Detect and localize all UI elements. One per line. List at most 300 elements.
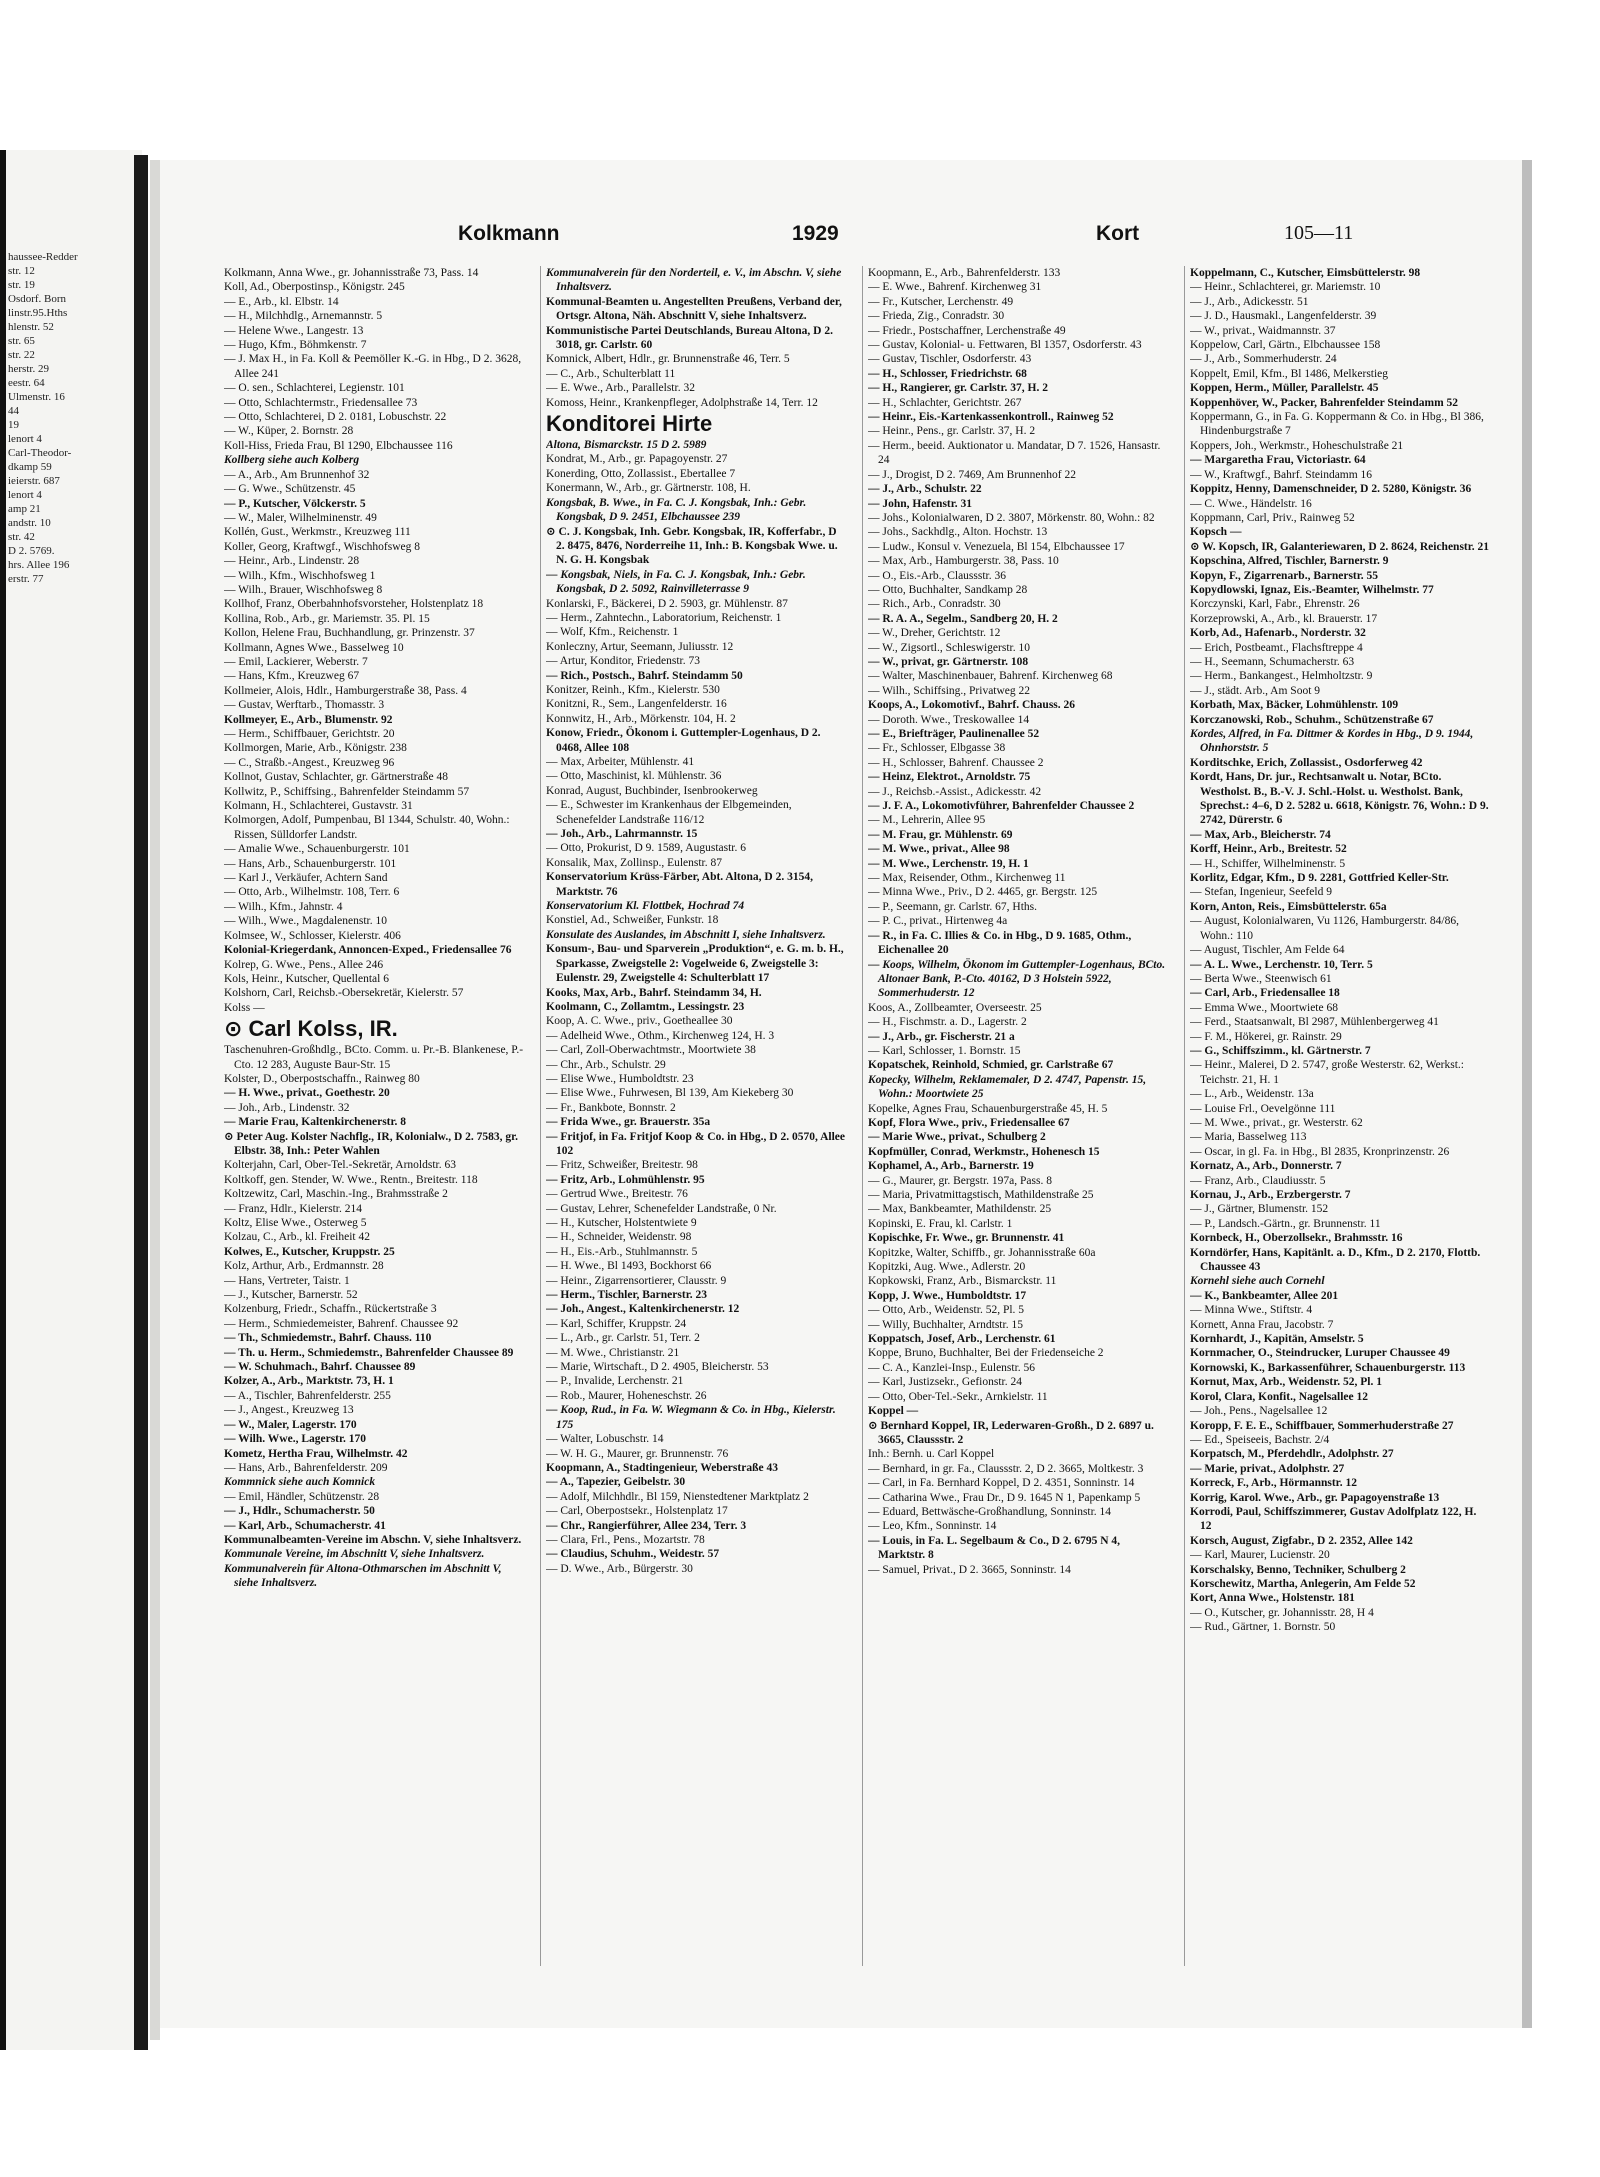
directory-entry: — Artur, Konditor, Friedenstr. 73 (546, 655, 700, 668)
directory-entry: Kornett, Anna Frau, Jacobstr. 7 (1190, 1318, 1334, 1331)
directory-entry: — Wolf, Kfm., Reichenstr. 1 (546, 626, 679, 639)
directory-entry: — Marie Frau, Kaltenkirchenerstr. 8 (224, 1116, 407, 1129)
directory-entry: — J. Max H., in Fa. Koll & Peemöller K.-G. in Hbg., D 2. 3628, Allee 241 (224, 353, 522, 380)
directory-entry: — Ludw., Konsul v. Venezuela, Bl 154, Elbchaussee 17 (868, 540, 1125, 553)
directory-entry: Kordt, Hans, Dr. jur., Rechtsanwalt u. Notar, BCto. Westholst. B., B.-V. J. Schl.-Holst. u. Westholst. Bank, Sprechst.: 4–6, D 2. 5282 u. 6618, Königstr. 76, Wohn.: D 9. 2742, Dürerstr. 6 (1190, 771, 1489, 827)
directory-entry: Kornhardt, J., Kapitän, Amselstr. 5 (1190, 1333, 1364, 1346)
directory-entry: — Carl, in Fa. Bernhard Koppel, D 2. 4351, Sonninstr. 14 (868, 1477, 1135, 1490)
directory-entry: — Stefan, Ingenieur, Seefeld 9 (1190, 886, 1332, 899)
left-page-line: Osdorf. Born (8, 293, 67, 305)
directory-entry: — Walter, Lobuschstr. 14 (546, 1433, 664, 1446)
directory-entry: — Berta Wwe., Steenwisch 61 (1190, 972, 1332, 985)
directory-entry: — Herm., beeid. Auktionator u. Mandatar, D 7. 1526, Hansastr. 24 (868, 439, 1161, 467)
directory-entry: ⊙ W. Kopsch, IR, Galanteriewaren, D 2. 8624, Reichenstr. 21 (1190, 540, 1490, 553)
directory-entry: — C., Straßb.-Angest., Kreuzweg 96 (224, 756, 395, 769)
left-page-line: andstr. 10 (8, 517, 51, 529)
directory-entry: — P., Seemann, gr. Carlstr. 67, Hths. (868, 900, 1037, 913)
directory-entry: — E. Wwe., Bahrenf. Kirchenweg 31 (868, 281, 1042, 294)
directory-entry: Koll-Hiss, Frieda Frau, Bl 1290, Elbchaussee 116 (224, 439, 453, 452)
directory-entry: — Heinr., Arb., Lindenstr. 28 (224, 555, 360, 568)
left-page-line: Carl-Theodor- (8, 447, 72, 459)
directory-entry: ⊙ Bernhard Koppel, IR, Lederwaren-Großh., D 2. 6897 u. 3665, Claussstr. 2 (868, 1419, 1154, 1446)
directory-entry: — Fr., Schlosser, Elbgasse 38 (868, 742, 1006, 755)
directory-entry: — Heinr., Schlachterei, gr. Mariemstr. 10 (1190, 281, 1381, 294)
directory-entry: — Fritjof, in Fa. Fritjof Koop & Co. in Hbg., D 2. 0570, Allee 102 (546, 1130, 845, 1157)
directory-entry: — M. Frau, gr. Mühlenstr. 69 (868, 828, 1013, 841)
directory-entry: — Johs., Kolonialwaren, D 2. 3807, Mörkenstr. 80, Wohn.: 82 (868, 511, 1155, 524)
directory-entry: Kometz, Hertha Frau, Wilhelmstr. 42 (224, 1447, 408, 1460)
directory-entry: — Max, Arb., Bleicherstr. 74 (1190, 828, 1331, 841)
directory-entry: Korpatsch, M., Pferdehdlr., Adolphstr. 27 (1190, 1448, 1394, 1461)
left-page-line: dkamp 59 (8, 461, 52, 473)
directory-entry: Kort, Anna Wwe., Holstenstr. 181 (1190, 1592, 1355, 1605)
directory-entry: Konlarski, F., Bäckerei, D 2. 5903, gr. Mühlenstr. 87 (546, 597, 788, 610)
directory-entry: Kornowski, K., Barkassenführer, Schauenburgerstr. 113 (1190, 1361, 1466, 1374)
directory-entry: — Heinr., Eis.-Kartenkassenkontroll., Rainweg 52 (868, 411, 1114, 424)
directory-entry: — Maria, Privatmittagstisch, Mathildenstraße 25 (868, 1189, 1094, 1201)
directory-entry: — W., privat, gr. Gärtnerstr. 108 (868, 655, 1029, 668)
directory-entry: — O., Eis.-Arb., Claussstr. 36 (868, 569, 1006, 582)
directory-entry: — Heinr., Pens., gr. Carlstr. 37, H. 2 (868, 425, 1036, 438)
directory-entry: Korczynski, Karl, Fabr., Ehrenstr. 26 (1190, 598, 1360, 611)
directory-entry: — W., privat., Waidmannstr. 37 (1190, 324, 1336, 337)
directory-entry: — Adelheid Wwe., Othm., Kirchenweg 124, H. 3 (546, 1029, 775, 1042)
directory-entry: — C. Wwe., Händelstr. 16 (1190, 497, 1312, 510)
directory-entry: — Marie, privat., Adolphstr. 27 (1190, 1462, 1345, 1475)
directory-entry: Kollberg siehe auch Kolberg (224, 454, 360, 467)
left-page-line: str. 65 (8, 335, 35, 347)
left-page-line: lenort 4 (8, 433, 42, 445)
directory-entry: — Franz, Arb., Claudiusstr. 5 (1190, 1174, 1326, 1187)
directory-entry: — Karl, Schlosser, 1. Bornstr. 15 (868, 1044, 1021, 1057)
directory-entry: — Max, Arb., Hamburgerstr. 38, Pass. 10 (868, 555, 1059, 568)
directory-entry: — Elise Wwe., Fuhrwesen, Bl 139, Am Kiekeberg 30 (546, 1087, 794, 1100)
directory-entry: Korbath, Max, Bäcker, Lohmühlenstr. 109 (1190, 699, 1399, 712)
directory-entry: — Margaretha Frau, Victoriastr. 64 (1190, 454, 1366, 467)
directory-entry: Koopmann, A., Stadtingenieur, Weberstraße 43 (546, 1461, 778, 1474)
directory-entry: — H., Kutscher, Holstentwiete 9 (546, 1217, 697, 1229)
directory-entry: — Koops, Wilhelm, Ökonom im Guttempler-Logenhaus, BCto. Altonaer Bank, P.-Cto. 40162, D 3 Holstein 5922, Sommerhuderstr. 12 (868, 958, 1166, 1000)
directory-entry: — F. M., Hökerei, gr. Rainstr. 29 (1190, 1030, 1342, 1043)
directory-entry: — Otto, Buchhalter, Sandkamp 28 (868, 583, 1028, 596)
directory-entry: Kopydlowski, Ignaz, Eis.-Beamter, Wilhelmstr. 77 (1190, 583, 1434, 596)
directory-entry: Kolterjahn, Carl, Ober-Tel.-Sekretär, Arnoldstr. 63 (224, 1159, 456, 1172)
directory-entry: Korsch, August, Zigfabr., D 2. 2352, Allee 142 (1190, 1534, 1413, 1547)
directory-entry: Kopischke, Fr. Wwe., gr. Brunnenstr. 41 (868, 1232, 1065, 1245)
directory-entry: Kornmacher, O., Steindrucker, Luruper Chaussee 49 (1190, 1347, 1450, 1360)
directory-entry: — Karl J., Verkäufer, Achtern Sand (224, 872, 388, 885)
directory-entry: — Doroth. Wwe., Treskowallee 14 (868, 713, 1030, 726)
directory-entry: Kordes, Alfred, in Fa. Dittmer & Kordes in Hbg., D 9. 1944, Ohnhorststr. 5 (1190, 728, 1474, 755)
directory-entry: Kopschina, Alfred, Tischler, Barnerstr. 9 (1190, 555, 1389, 568)
directory-entry: — W. H. G., Maurer, gr. Brunnenstr. 76 (546, 1447, 729, 1460)
directory-entry: Konservatorium Krüss-Färber, Abt. Altona, D 2. 3154, Marktstr. 76 (546, 871, 813, 898)
directory-entry: — R. A. A., Segelm., Sandberg 20, H. 2 (868, 612, 1058, 625)
directory-entry: — H., Milchhdlg., Arnemannstr. 5 (224, 310, 383, 323)
directory-entry: — Emil, Lackierer, Weberstr. 7 (224, 655, 368, 668)
directory-entry: Kollmeyer, E., Arb., Blumenstr. 92 (224, 713, 393, 726)
directory-entry: — Emil, Händler, Schützenstr. 28 (224, 1490, 380, 1503)
directory-entry: — Otto, Maschinist, kl. Mühlenstr. 36 (546, 770, 722, 783)
directory-entry: — H., Seemann, Schumacherstr. 63 (1190, 655, 1355, 668)
left-page-line: str. 42 (8, 531, 35, 543)
directory-entry: Komnick, Albert, Hdlr., gr. Brunnenstraße 46, Terr. 5 (546, 353, 790, 366)
directory-entry: Kopfmüller, Conrad, Werkmstr., Hohenesch 15 (868, 1145, 1100, 1158)
directory-entry: — Emma Wwe., Moortwiete 68 (1190, 1001, 1338, 1014)
directory-entry: Kornatz, A., Arb., Donnerstr. 7 (1190, 1160, 1342, 1173)
directory-entry: — O. sen., Schlachterei, Legienstr. 101 (224, 382, 405, 395)
directory-entry: Koropp, F. E. E., Schiffbauer, Sommerhuderstraße 27 (1190, 1419, 1454, 1432)
directory-entry: Kopitzke, Walter, Schiffb., gr. Johannisstraße 60a (868, 1246, 1096, 1259)
left-page-fragment (0, 150, 142, 2050)
directory-entry: — Amalie Wwe., Schauenburgerstr. 101 (224, 843, 410, 856)
directory-entry: — Joh., Pens., Nagelsallee 12 (1190, 1405, 1328, 1418)
directory-entry: Kornehl siehe auch Cornehl (1190, 1275, 1325, 1288)
directory-entry: — Heinr., Malerei, D 2. 5747, große Westerstr. 62, Werkst.: Teichstr. 21, H. 1 (1190, 1059, 1464, 1086)
directory-entry: Konrad, August, Buchbinder, Isenbrookerweg (546, 784, 758, 797)
directory-entry: — Samuel, Privat., D 2. 3665, Sonninstr. 14 (868, 1563, 1071, 1576)
left-page-line: hlenstr. 52 (8, 321, 54, 333)
directory-entry: — Rich., Postsch., Bahrf. Steindamm 50 (546, 669, 743, 682)
directory-entry: — Louis, in Fa. L. Segelbaum & Co., D 2. 6795 N 4, Marktstr. 8 (868, 1534, 1121, 1562)
directory-entry: — Minna Wwe., Stiftstr. 4 (1190, 1304, 1313, 1317)
directory-entry: — H. Wwe., Bl 1493, Bockhorst 66 (546, 1260, 712, 1273)
directory-entry: — Gustav, Kolonial- u. Fettwaren, Bl 1357, Osdorferstr. 43 (868, 339, 1142, 352)
directory-entry: — Herm., Schmiedemeister, Bahrenf. Chaussee 92 (224, 1317, 459, 1330)
directory-entry: Kolss — (224, 1001, 265, 1014)
directory-entry: — W. Schuhmach., Bahrf. Chaussee 89 (224, 1361, 416, 1374)
directory-entry: — J. F. A., Lokomotivführer, Bahrenfelder Chaussee 2 (868, 800, 1135, 813)
directory-entry: Korn, Anton, Reis., Eimsbüttelerstr. 65a (1190, 900, 1387, 913)
left-page-line: 44 (8, 405, 19, 417)
directory-entry: — Johs., Sackhdlg., Alton. Hochstr. 13 (868, 526, 1048, 539)
directory-entry: — Herm., Bankangest., Helmholtzstr. 9 (1190, 670, 1373, 683)
directory-entry: Konitzni, R., Sem., Langenfelderstr. 16 (546, 698, 727, 711)
directory-entry: — P., Invalide, Lerchenstr. 21 (546, 1375, 684, 1388)
directory-entry: Kommunalbeamten-Vereine im Abschn. V, siehe Inhaltsverz. (224, 1533, 522, 1546)
directory-entry: — Max, Arbeiter, Mühlenstr. 41 (546, 756, 695, 768)
directory-entry: Koller, Georg, Kraftwgf., Wischhofsweg 8 (224, 540, 421, 553)
directory-entry: Kollina, Rob., Arb., gr. Mariemstr. 35. Pl. 15 (224, 612, 430, 625)
directory-entry: Kophamel, A., Arb., Barnerstr. 19 (868, 1160, 1034, 1173)
directory-entry: — Marie Wwe., privat., Schulberg 2 (868, 1131, 1046, 1144)
directory-entry: — P., Landsch.-Gärtn., gr. Brunnenstr. 11 (1190, 1217, 1381, 1230)
directory-entry: — Carl, Zoll-Oberwachtmstr., Moortwiete 38 (546, 1044, 756, 1057)
directory-entry: Koppitz, Henny, Damenschneider, D 2. 5280, Königstr. 36 (1190, 483, 1472, 496)
directory-entry: — Th. u. Herm., Schmiedemstr., Bahrenfelder Chaussee 89 (224, 1346, 514, 1359)
directory-entry: — W., Maler, Lagerstr. 170 (224, 1418, 357, 1431)
directory-entry: — Gustav, Lehrer, Schenefelder Landstraße, 0 Nr. (546, 1202, 777, 1215)
directory-entry: — L., Arb., Weidenstr. 13a (1190, 1088, 1314, 1101)
directory-entry: — Gertrud Wwe., Breitestr. 76 (546, 1188, 688, 1201)
directory-entry: — M. Wwe., privat., gr. Westerstr. 62 (1190, 1116, 1363, 1129)
directory-entry: Kollwitz, P., Schiffsing., Bahrenfelder Steindamm 57 (224, 785, 470, 798)
directory-entry: — Fr., Bankbote, Bonnstr. 2 (546, 1101, 676, 1114)
directory-entry: Kolwes, E., Kutscher, Kruppstr. 25 (224, 1245, 395, 1258)
directory-entry: Koppelt, Emil, Kfm., Bl 1486, Melkerstieg (1190, 367, 1389, 380)
directory-entry: — Otto, Schlachterei, D 2. 0181, Lobuschstr. 22 (224, 411, 447, 424)
directory-entry: Korb, Ad., Hafenarb., Norderstr. 32 (1190, 627, 1366, 640)
directory-entry: — P., Kutscher, Völckerstr. 5 (224, 497, 366, 510)
directory-entry: — W., Küper, 2. Bornstr. 28 (224, 425, 354, 438)
directory-entry: Konnwitz, H., Arb., Mörkenstr. 104, H. 2 (546, 712, 736, 725)
directory-entry: — A., Arb., Am Brunnenhof 32 (224, 468, 370, 481)
directory-entry: — Otto, Prokurist, D 9. 1589, Augustastr. 6 (546, 842, 746, 855)
directory-entry: Konservatorium Kl. Flottbek, Hochrad 74 (546, 900, 745, 913)
directory-entry: Koll, Ad., Oberpostinsp., Königstr. 245 (224, 281, 405, 294)
directory-entry: — Otto, Arb., Wilhelmstr. 108, Terr. 6 (224, 886, 400, 899)
directory-entry: — Elise Wwe., Humboldtstr. 23 (546, 1072, 694, 1085)
directory-entry: — Louise Frl., Oevelgönne 111 (1190, 1102, 1336, 1115)
directory-entry: — E., Arb., kl. Elbstr. 14 (224, 295, 339, 308)
directory-entry: — J., Arb., gr. Fischerstr. 21 a (868, 1030, 1015, 1043)
directory-entry: Kommunistische Partei Deutschlands, Bureau Altona, D 2. 3018, gr. Carlstr. 60 (546, 324, 833, 352)
directory-entry: — Gustav, Tischler, Osdorferstr. 43 (868, 353, 1032, 366)
directory-entry: Kolz, Arthur, Arb., Erdmannstr. 28 (224, 1260, 384, 1273)
directory-entry: ⊙ C. J. Kongsbak, Inh. Gebr. Kongsbak, IR, Kofferfabr., D 2. 8475, 8476, Norderreihe 11, Inh.: B. Kongsbak Wwe. u. N. G. H. Kongsbak (546, 525, 838, 567)
directory-entry: — E., Schwester im Krankenhaus der Elbgemeinden, Schenefelder Landstraße 116/12 (546, 799, 792, 826)
directory-entry: Kopkowski, Franz, Arb., Bismarckstr. 11 (868, 1275, 1057, 1288)
directory-entry: — Walter, Maschinenbauer, Bahrenf. Kirchenweg 68 (868, 670, 1113, 683)
directory-entry: — Rud., Gärtner, 1. Bornstr. 50 (1190, 1621, 1336, 1634)
directory-column-2 (546, 266, 846, 1966)
left-page-line: Ulmenstr. 16 (8, 391, 65, 403)
directory-entry: — Koop, Rud., in Fa. W. Wiegmann & Co. in Hbg., Kielerstr. 175 (546, 1404, 836, 1431)
left-page-line: erstr. 77 (8, 573, 44, 585)
directory-entry: — A., Tischler, Bahrenfelderstr. 255 (224, 1389, 391, 1402)
directory-entry: Konerding, Otto, Zollassist., Ebertallee 7 (546, 467, 736, 480)
directory-entry: — Maria, Basselweg 113 (1190, 1131, 1307, 1144)
directory-entry: Kopyn, F., Zigarrenarb., Barnerstr. 55 (1190, 569, 1379, 582)
directory-entry: — August, Kolonialwaren, Vu 1126, Hamburgerstr. 84/86, Wohn.: 110 (1190, 915, 1460, 942)
directory-entry: — H., Schiffer, Wilhelminenstr. 5 (1190, 857, 1346, 870)
directory-entry: Kommunalverein für Altona-Othmarschen im Abschnitt V, siehe Inhaltsverz. (224, 1562, 502, 1590)
directory-entry: Korrig, Karol. Wwe., Arb., gr. Papagoyenstraße 13 (1190, 1491, 1440, 1504)
directory-entry: Kopecky, Wilhelm, Reklamemaler, D 2. 4747, Papenstr. 15, Wohn.: Moortwiete 25 (868, 1073, 1147, 1101)
left-page-line: amp 21 (8, 503, 41, 515)
directory-entry: Kopelke, Agnes Frau, Schauenburgerstraße 45, H. 5 (868, 1102, 1108, 1115)
directory-entry: — August, Tischler, Am Felde 64 (1190, 944, 1345, 957)
directory-entry: Kommnick siehe auch Komnick (224, 1476, 376, 1489)
directory-entry: — Fritz, Arb., Lohmühlenstr. 95 (546, 1173, 705, 1186)
directory-entry: — Joh., Arb., Lindenstr. 32 (224, 1101, 350, 1114)
directory-entry: — Clara, Frl., Pens., Mozartstr. 78 (546, 1533, 705, 1546)
directory-entry: — Joh., Angest., Kaltenkirchenerstr. 12 (546, 1303, 740, 1316)
directory-entry: — W., Zigsortl., Schleswigerstr. 10 (868, 641, 1030, 654)
directory-entry: — Herm., Zahntechn., Laboratorium, Reichenstr. 1 (546, 611, 782, 624)
left-page-line: eestr. 64 (8, 377, 45, 389)
directory-entry: Korndörfer, Hans, Kapitänlt. a. D., Kfm., D 2. 2170, Flottb. Chaussee 43 (1190, 1246, 1481, 1274)
directory-entry: — W., Kraftwgf., Bahrf. Steindamm 16 (1190, 468, 1373, 481)
directory-entry: — J., Arb., Schulstr. 22 (868, 483, 982, 496)
directory-entry: Konstiel, Ad., Schweißer, Funkstr. 18 (546, 914, 719, 927)
directory-entry: Koppen, Herm., Müller, Parallelstr. 45 (1190, 382, 1379, 395)
directory-entry: — H., Schlosser, Friedrichstr. 68 (868, 367, 1027, 380)
directory-entry: Koppermann, G., in Fa. G. Koppermann & Co. in Hbg., Bl 386, Hindenburgstraße 7 (1190, 411, 1484, 438)
directory-entry: — M., Lehrerin, Allee 95 (868, 814, 986, 827)
directory-entry: Konermann, W., Arb., gr. Gärtnerstr. 108, H. (546, 482, 751, 495)
directory-entry: — J., Reichsb.-Assist., Adickesstr. 42 (868, 785, 1042, 798)
directory-entry: Taschenuhren-Großhdlg., BCto. Comm. u. Pr.-B. Blankenese, P.-Cto. 12 283, Auguste Baur-Str. 15 (224, 1044, 524, 1071)
directory-entry: — Ed., Speiseeis, Bachstr. 2/4 (1190, 1433, 1330, 1446)
directory-entry: Konsulate des Auslandes, im Abschnitt I, siehe Inhaltsverz. (546, 928, 826, 941)
directory-entry: — Herm., Tischler, Barnerstr. 23 (546, 1289, 707, 1302)
directory-entry: Kopitzki, Aug. Wwe., Adlerstr. 20 (868, 1261, 1026, 1274)
directory-entry: Kooks, Max, Arb., Bahrf. Steindamm 34, H. (546, 986, 762, 999)
directory-entry: Koltkoff, gen. Stender, W. Wwe., Rentn., Breitestr. 118 (224, 1173, 478, 1186)
directory-entry: — J., Angest., Kreuzweg 13 (224, 1404, 354, 1417)
directory-entry: — Carl, Arb., Friedensallee 18 (1190, 987, 1340, 1000)
directory-entry: — Karl, Arb., Schumacherstr. 41 (224, 1519, 386, 1532)
directory-column-1 (224, 266, 524, 1966)
directory-entry: — Helene Wwe., Langestr. 13 (224, 324, 364, 337)
directory-entry: — G. Wwe., Schützenstr. 45 (224, 483, 356, 496)
directory-entry: — C. A., Kanzlei-Insp., Eulenstr. 56 (868, 1361, 1036, 1374)
left-page-line: 19 (8, 419, 19, 431)
directory-entry: — J., städt. Arb., Am Soot 9 (1190, 684, 1321, 697)
directory-entry: — Wilh. Wwe., Lagerstr. 170 (224, 1433, 367, 1446)
directory-entry: Kopp, J. Wwe., Humboldtstr. 17 (868, 1289, 1027, 1302)
directory-entry: — Frida Wwe., gr. Brauerstr. 35a (546, 1116, 711, 1129)
directory-entry: — Ferd., Staatsanwalt, Bl 2987, Mühlenbergerweg 41 (1190, 1016, 1439, 1029)
directory-entry: — A., Tapezier, Geibelstr. 30 (546, 1476, 686, 1489)
directory-entry: — E., Briefträger, Paulinenallee 52 (868, 728, 1040, 740)
directory-entry: — Wilh., Schiffsing., Privatweg 22 (868, 684, 1031, 697)
left-page-line: hrs. Allee 196 (8, 559, 70, 571)
directory-entry: Kommunal-Beamten u. Angestellten Preußens, Verband der, Ortsgr. Altona, Näh. Abschnitt V, siehe Inhaltsverz. (546, 295, 842, 323)
directory-entry: — Claudius, Schuhm., Weidestr. 57 (546, 1548, 720, 1561)
directory-entry: Koops, A., Lokomotivf., Bahrf. Chauss. 26 (868, 699, 1076, 712)
directory-entry: — D. Wwe., Arb., Bürgerstr. 30 (546, 1562, 693, 1575)
directory-entry: — Hans, Vertreter, Taistr. 1 (224, 1274, 350, 1287)
left-page-line: D 2. 5769. (8, 545, 55, 557)
display-advertisement-heading: Konditorei Hirte (546, 411, 713, 437)
directory-entry: — Rob., Maurer, Hoheneschstr. 26 (546, 1389, 707, 1402)
directory-entry: Koppe, Bruno, Buchhalter, Bei der Friedenseiche 2 (868, 1347, 1104, 1360)
directory-entry: — J. D., Hausmakl., Langenfelderstr. 39 (1190, 310, 1377, 323)
directory-entry: — M. Wwe., Christianstr. 21 (546, 1346, 680, 1359)
directory-entry: Korczanowski, Rob., Schuhm., Schützenstraße 67 (1190, 713, 1434, 726)
directory-columns (224, 266, 1514, 1966)
directory-entry: — Wilh., Brauer, Wischhofsweg 8 (224, 583, 383, 596)
directory-entry: ⊙ Peter Aug. Kolster Nachflg., IR, Kolonialw., D 2. 7583, gr. Elbstr. 38, Inh.: Peter Wahlen (224, 1130, 519, 1157)
directory-entry: — Joh., Arb., Lahrmannstr. 15 (546, 828, 698, 841)
directory-entry: — J., Hdlr., Schumacherstr. 50 (224, 1505, 375, 1518)
directory-entry: — Carl, Oberpostsekr., Holstenplatz 17 (546, 1505, 728, 1518)
directory-entry: Koop, A. C. Wwe., priv., Goetheallee 30 (546, 1015, 733, 1028)
directory-entry: — O., Kutscher, gr. Johannisstr. 28, H 4 (1190, 1606, 1374, 1619)
directory-entry: — H., Schneider, Weidenstr. 98 (546, 1231, 692, 1244)
directory-entry: — Friedr., Postschaffner, Lerchenstraße 49 (868, 324, 1066, 337)
directory-entry: — Wilh., Wwe., Magdalenenstr. 10 (224, 915, 387, 928)
directory-entry: Kollmorgen, Marie, Arb., Königstr. 238 (224, 742, 407, 755)
page-header (160, 222, 1522, 252)
directory-entry: — Gustav, Werftarb., Thomasstr. 3 (224, 699, 385, 712)
directory-entry: — Wilh., Kfm., Jahnstr. 4 (224, 900, 343, 913)
directory-entry: — Max, Reisender, Othm., Kirchenweg 11 (868, 872, 1066, 885)
directory-entry: — J., Gärtner, Blumenstr. 152 (1190, 1203, 1329, 1216)
directory-entry: — H., Rangierer, gr. Carlstr. 37, H. 2 (868, 382, 1048, 395)
directory-entry: — Kongsbak, Niels, in Fa. C. J. Kongsbak, Inh.: Gebr. Kongsbak, D 2. 5092, Rainvilleterrasse 9 (546, 568, 806, 596)
directory-entry: Kopf, Flora Wwe., priv., Friedensallee 67 (868, 1116, 1070, 1129)
directory-entry: Kopinski, E. Frau, kl. Carlstr. 1 (868, 1217, 1013, 1230)
directory-entry: Kollén, Gust., Werkmstr., Kreuzweg 111 (224, 526, 411, 539)
directory-entry: Korff, Heinr., Arb., Breitestr. 52 (1190, 843, 1347, 856)
directory-entry: — Otto, Arb., Weidenstr. 52, Pl. 5 (868, 1304, 1025, 1317)
directory-entry: Koltz, Elise Wwe., Osterweg 5 (224, 1217, 367, 1229)
directory-entry: Kornbeck, H., Oberzollsekr., Brahmsstr. 16 (1190, 1232, 1403, 1245)
directory-entry: — Hugo, Kfm., Böhmkenstr. 7 (224, 339, 367, 352)
directory-entry: Konsum-, Bau- und Sparverein „Produktion“, e. G. m. b. H., Sparkasse, Zweigstelle 2: Vogelweide 6, Zweigstelle 3: Eulenstr. 29, Zweigstelle 4: Schulterblatt 17 (546, 943, 844, 985)
directory-entry: — P. C., privat., Hirtenweg 4a (868, 915, 1008, 928)
directory-entry: — Otto, Ober-Tel.-Sekr., Arnkielstr. 11 (868, 1390, 1048, 1403)
directory-entry: — R., in Fa. C. Illies & Co. in Hbg., D 9. 1685, Othm., Eichenallee 20 (868, 929, 1132, 957)
directory-entry: — Th., Schmiedemstr., Bahrf. Chauss. 110 (224, 1332, 432, 1345)
book-spine (134, 155, 148, 2050)
directory-entry: — Heinz, Elektrot., Arnoldstr. 75 (868, 771, 1031, 784)
page-number: 105—11 (1284, 222, 1354, 244)
directory-entry: — Rich., Arb., Conradstr. 30 (868, 598, 1001, 611)
directory-entry: — Otto, Schlachtermstr., Friedensallee 73 (224, 396, 418, 409)
directory-entry: — Max, Bankbeamter, Mathildenstr. 25 (868, 1203, 1052, 1216)
directory-entry: Kondrat, M., Arb., gr. Papagoyenstr. 27 (546, 453, 728, 466)
directory-entry: Korschalsky, Benno, Techniker, Schulberg 2 (1190, 1563, 1406, 1576)
directory-entry: Kolmsee, W., Schlosser, Kielerstr. 406 (224, 929, 401, 942)
directory-entry: — Hans, Arb., Bahrenfelderstr. 209 (224, 1461, 388, 1474)
directory-entry: Kolmorgen, Adolf, Pumpenbau, Bl 1344, Schulstr. 40, Wohn.: Rissen, Sülldorfer Landstr. (224, 814, 510, 841)
directory-entry: Kolzer, A., Arb., Marktstr. 73, H. 1 (224, 1375, 394, 1388)
directory-entry: Kollon, Helene Frau, Buchhandlung, gr. Prinzenstr. 37 (224, 627, 475, 640)
directory-entry: Koos, A., Zollbeamter, Overseestr. 25 (868, 1001, 1042, 1014)
directory-entry: — John, Hafenstr. 31 (868, 497, 973, 510)
directory-entry: Kolmann, H., Schlachterei, Gustavstr. 31 (224, 800, 413, 813)
directory-entry: Konow, Friedr., Ökonom i. Guttempler-Logenhaus, D 2. 0468, Allee 108 (546, 727, 821, 754)
directory-entry: Kollhof, Franz, Oberbahnhofsvorsteher, Holstenplatz 18 (224, 598, 484, 611)
directory-entry: Altona, Bismarckstr. 15 D 2. 5989 (546, 439, 707, 452)
directory-entry: — Karl, Justizsekr., Gefionstr. 24 (868, 1376, 1022, 1389)
directory-entry: Konleczny, Artur, Seemann, Juliusstr. 12 (546, 640, 734, 653)
directory-entry: Kolzau, C., Arb., kl. Freiheit 42 (224, 1231, 370, 1244)
running-head-first-entry: Kolkmann (458, 222, 560, 245)
directory-entry: — H., Schlachter, Gerichtstr. 267 (868, 396, 1022, 409)
running-head-year: 1929 (792, 222, 839, 245)
directory-entry: Korditschke, Erich, Zollassist., Osdorferweg 42 (1190, 756, 1423, 769)
directory-entry: — Hans, Arb., Schauenburgerstr. 101 (224, 857, 397, 870)
directory-entry: — Karl, Schiffer, Kruppstr. 24 (546, 1317, 687, 1330)
directory-entry: Konitzer, Reinh., Kfm., Kielerstr. 530 (546, 683, 720, 696)
directory-entry: — Marie, Wirtschaft., D 2. 4905, Bleicherstr. 53 (546, 1361, 769, 1374)
directory-entry: — Fritz, Schweißer, Breitestr. 98 (546, 1159, 698, 1172)
directory-entry: — J., Drogist, D 2. 7469, Am Brunnenhof 22 (868, 468, 1076, 481)
directory-entry: — Herm., Schiffbauer, Gerichtstr. 20 (224, 728, 395, 740)
directory-entry: Kolonial-Kriegerdank, Annoncen-Exped., Friedensallee 76 (224, 944, 512, 957)
directory-entry: Inh.: Bernh. u. Carl Koppel (868, 1448, 995, 1461)
directory-column-4 (1190, 266, 1490, 1966)
directory-entry: Kollnot, Gustav, Schlachter, gr. Gärtnerstraße 48 (224, 771, 448, 784)
directory-entry: Kopatschek, Reinhold, Schmied, gr. Carlstraße 67 (868, 1059, 1114, 1072)
left-page-line: ieierstr. 687 (8, 475, 60, 487)
directory-entry: — A. L. Wwe., Lerchenstr. 10, Terr. 5 (1190, 958, 1373, 971)
directory-entry: — G., Maurer, gr. Bergstr. 197a, Pass. 8 (868, 1174, 1052, 1187)
directory-entry: Kornau, J., Arb., Erzbergerstr. 7 (1190, 1189, 1351, 1201)
directory-entry: — M. Wwe., privat., Allee 98 (868, 843, 1010, 856)
directory-entry: — J., Arb., Sommerhuderstr. 24 (1190, 353, 1337, 366)
directory-entry: Koppelmann, C., Kutscher, Eimsbüttelerstr. 98 (1190, 267, 1421, 279)
directory-entry: Korreck, F., Arb., Hörmannstr. 12 (1190, 1477, 1357, 1490)
directory-entry: — J., Arb., Adickesstr. 51 (1190, 295, 1309, 308)
directory-entry: — W., Dreher, Gerichtstr. 12 (868, 627, 1001, 640)
directory-entry: Konsalik, Max, Zollinsp., Eulenstr. 87 (546, 856, 723, 869)
